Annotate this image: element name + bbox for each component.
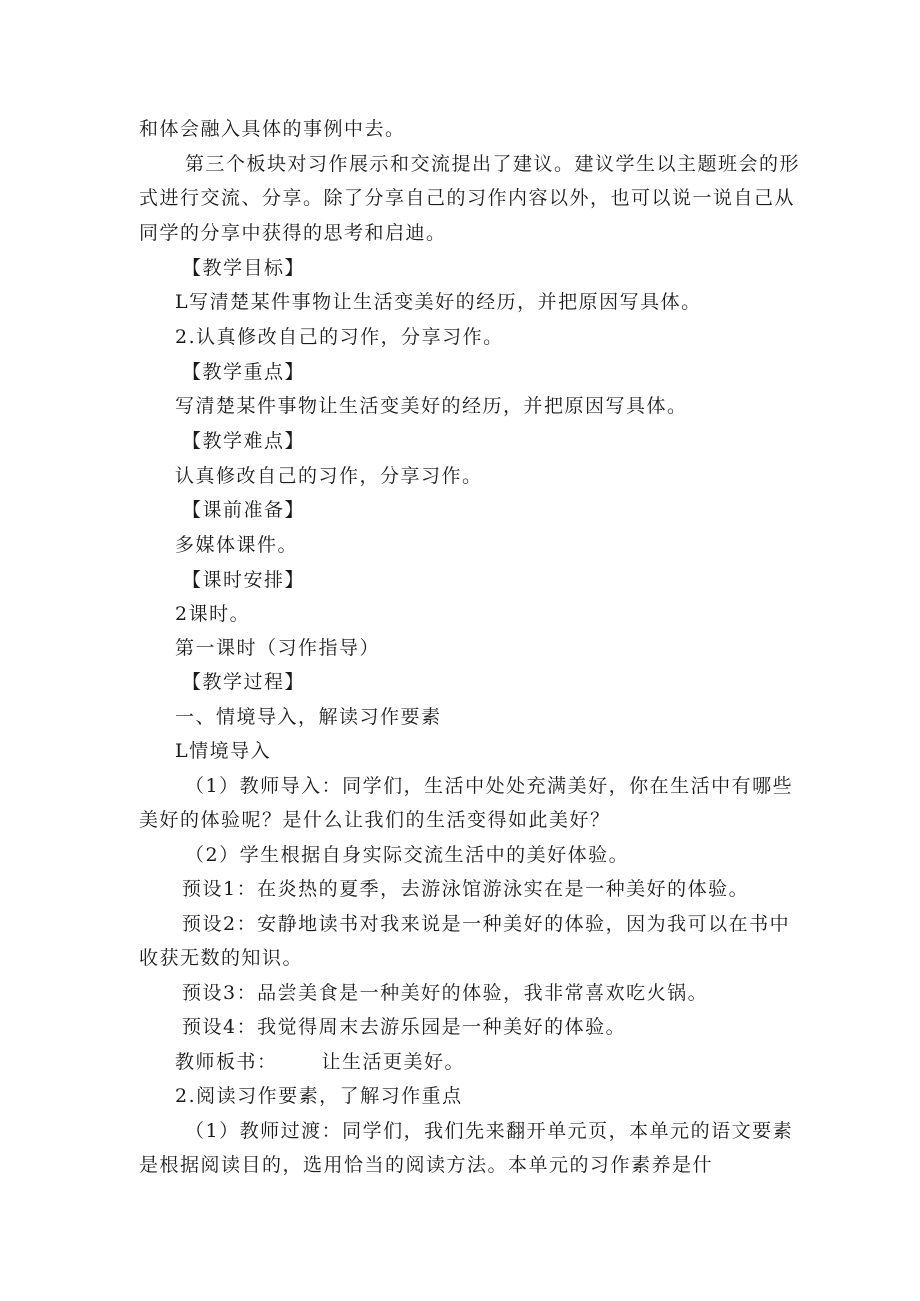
paragraph-line: （1）教师过渡：同学们，我们先来翻开单元页，本单元的语文要素: [185, 1120, 794, 1142]
section-heading: 【教学目标】: [182, 257, 306, 279]
paragraph-line: 同学的分享中获得的思考和启迪。: [139, 222, 447, 244]
paragraph-line: 美好的体验呢？是什么让我们的生活变得如此美好？: [139, 809, 611, 831]
paragraph-line: （2）学生根据自身实际交流生活中的美好体验。: [185, 844, 630, 866]
paragraph-line: 认真修改自己的习作，分享习作。: [175, 465, 483, 487]
paragraph-line: 是根据阅读目的，选用恰当的阅读方法。本单元的习作素养是什: [139, 1154, 714, 1176]
paragraph-line: 预设4：我觉得周末去游乐园是一种美好的体验。: [182, 1016, 627, 1038]
paragraph-line: 预设3：品尝美食是一种美好的体验，我非常喜欢吃火锅。: [182, 982, 709, 1004]
paragraph-line: 多媒体课件。: [175, 534, 299, 556]
section-heading: 【课时安排】: [182, 569, 306, 591]
paragraph-line: 第三个板块对习作展示和交流提出了建议。建议学生以主题班会的形: [185, 153, 801, 175]
section-heading: 【课前准备】: [182, 499, 306, 521]
paragraph-line: 一、情境导入，解读习作要素: [175, 706, 442, 728]
section-heading: 【教学重点】: [182, 361, 306, 383]
section-heading: 【教学过程】: [182, 671, 306, 693]
board-text: 让生活更美好。: [321, 1051, 466, 1073]
paragraph-line: （1）教师导入：同学们，生活中处处充满美好，你在生活中有哪些: [185, 775, 794, 797]
paragraph-line: 2.阅读习作要素，了解习作重点: [175, 1085, 463, 1107]
paragraph-line: L情境导入: [175, 740, 272, 762]
paragraph-line: 和体会融入具体的事例中去。: [139, 118, 406, 140]
paragraph-line: 式进行交流、分享。除了分享自己的习作内容以外，也可以说一说自己从: [139, 187, 796, 209]
board-line: [175, 1050, 835, 1074]
paragraph-line: 预设2：安静地读书对我来说是一种美好的体验，因为我可以在书中: [182, 913, 791, 935]
paragraph-line: 预设1：在炎热的夏季，去游泳馆游泳实在是一种美好的体验。: [182, 878, 750, 900]
section-heading: 【教学难点】: [182, 430, 306, 452]
paragraph-line: 2课时。: [175, 603, 251, 625]
board-label: 教师板书：: [175, 1051, 278, 1073]
paragraph-line: 2.认真修改自己的习作，分享习作。: [175, 326, 504, 348]
paragraph-line: 第一课时（习作指导）: [175, 637, 381, 659]
paragraph-line: L写清楚某件事物让生活变美好的经历，并把原因写具体。: [175, 291, 702, 313]
paragraph-line: 收获无数的知识。: [139, 947, 304, 969]
paragraph-line: 写清楚某件事物让生活变美好的经历，并把原因写具体。: [175, 395, 688, 417]
